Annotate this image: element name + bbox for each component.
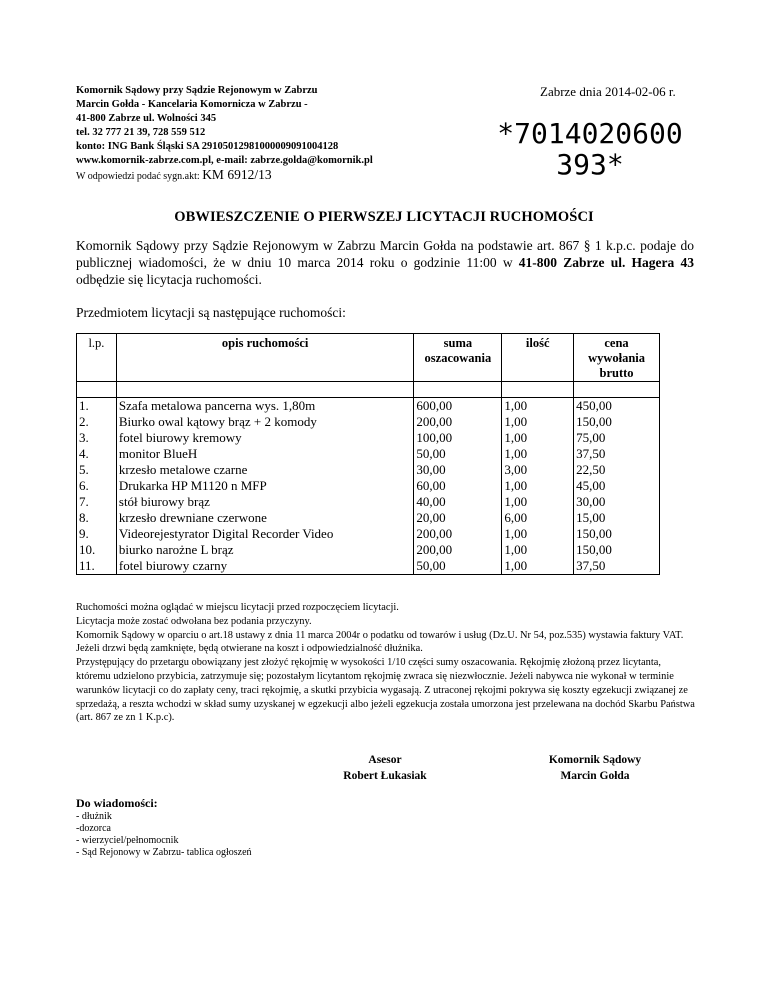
document-date: Zabrze dnia 2014-02-06 r.: [540, 84, 676, 99]
cell-lp: 10.: [77, 542, 117, 558]
cell-lp: 2.: [77, 414, 117, 430]
column-header-lp: l.p.: [77, 334, 117, 382]
distribution-title: Do wiadomości:: [76, 796, 158, 810]
table-row: [77, 478, 660, 494]
note-line: Ruchomości można oglądać w miejscu licytacji przed rozpoczęciem licytacji.: [76, 602, 399, 613]
letterhead-line: konto: ING Bank Śląski SA 29105012981000009091004128: [76, 141, 339, 152]
letterhead-line: www.komornik-zabrze.com.pl, e-mail: zabrze.golda@komornik.pl: [76, 155, 373, 166]
cell-lp: 6.: [77, 478, 117, 494]
cell-cena: 37,50: [574, 446, 660, 462]
cell-desc: Drukarka HP M1120 n MFP: [116, 478, 414, 494]
cell-cena: 37,50: [574, 558, 660, 575]
cell-ilosc: 1,00: [502, 558, 574, 575]
cell-ilosc: 1,00: [502, 446, 574, 462]
note-line: Komornik Sądowy w oparciu o art.18 ustawy z dnia 11 marca 2004r o podatku od towarów i usług (Dz.U. Nr 54, poz.535) wystawia faktury VAT.: [76, 629, 684, 641]
barcode-line: *7014020600: [497, 117, 683, 150]
cell-lp: 4.: [77, 446, 117, 462]
items-table: [76, 333, 660, 575]
auction-address: 41-800 Zabrze ul. Hagera 43: [518, 255, 694, 270]
cell-lp: 5.: [77, 462, 117, 478]
cell-desc: krzesło metalowe czarne: [116, 462, 414, 478]
letterhead-line: tel. 32 777 21 39, 728 559 512: [76, 127, 206, 138]
distribution-item: - wierzyciel/pełnomocnik: [76, 835, 179, 846]
cell-lp: 11.: [77, 558, 117, 575]
letterhead-line: Marcin Gołda - Kancelaria Komornicza w Zabrzu -: [76, 99, 308, 110]
case-reference-number: KM 6912/13: [202, 167, 272, 182]
signature-role: Asesor: [368, 754, 402, 766]
cell-suma: 100,00: [414, 430, 502, 446]
subject-line: Przedmiotem licytacji są następujące ruchomości:: [76, 305, 346, 320]
cell-suma: 20,00: [414, 510, 502, 526]
cell-ilosc: 1,00: [502, 430, 574, 446]
cell-cena: 150,00: [574, 414, 660, 430]
cell-cena: 150,00: [574, 526, 660, 542]
table-header-row: [77, 334, 660, 382]
signature-bailiff: [520, 752, 670, 784]
cell-cena: 450,00: [574, 398, 660, 415]
column-header-estimate: suma oszacowania: [414, 334, 502, 382]
bailiff-letterhead: [76, 84, 486, 184]
distribution-list: [76, 797, 252, 859]
cell-suma: 50,00: [414, 558, 502, 575]
signature-name: Marcin Gołda: [560, 770, 630, 782]
cell-cena: 22,50: [574, 462, 660, 478]
cell-desc: Biurko owal kątowy brąz + 2 komody: [116, 414, 414, 430]
cell-lp: 3.: [77, 430, 117, 446]
cell-ilosc: 3,00: [502, 462, 574, 478]
cell-cena: 75,00: [574, 430, 660, 446]
table-row: [77, 398, 660, 415]
cell-suma: 200,00: [414, 542, 502, 558]
cell-ilosc: 6,00: [502, 510, 574, 526]
case-reference: [76, 168, 486, 184]
cell-suma: 60,00: [414, 478, 502, 494]
table-spacer-row: [77, 382, 660, 398]
cell-ilosc: 1,00: [502, 494, 574, 510]
column-header-quantity: ilość: [502, 334, 574, 382]
cell-suma: 200,00: [414, 414, 502, 430]
table-row: [77, 542, 660, 558]
signature-name: Robert Łukasiak: [343, 770, 427, 782]
note-line: Licytacja może zostać odwołana bez podania przyczyny.: [76, 615, 312, 627]
cell-suma: 30,00: [414, 462, 502, 478]
cell-ilosc: 1,00: [502, 398, 574, 415]
cell-desc: fotel biurowy kremowy: [116, 430, 414, 446]
table-row: [77, 494, 660, 510]
cell-ilosc: 1,00: [502, 526, 574, 542]
table-row: [77, 510, 660, 526]
cell-lp: 8.: [77, 510, 117, 526]
cell-desc: Videorejestyrator Digital Recorder Video: [116, 526, 414, 542]
auction-notes: [76, 601, 698, 725]
cell-suma: 40,00: [414, 494, 502, 510]
table-row: [77, 526, 660, 542]
cell-ilosc: 1,00: [502, 478, 574, 494]
table-row: [77, 414, 660, 430]
intro-text-end: odbędzie się licytacja ruchomości.: [76, 272, 262, 287]
case-reference-label: W odpowiedzi podać sygn.akt:: [76, 171, 200, 182]
cell-cena: 15,00: [574, 510, 660, 526]
column-header-price: cena wywołania brutto: [574, 334, 660, 382]
signature-assessor: [310, 752, 460, 784]
cell-ilosc: 1,00: [502, 414, 574, 430]
barcode-line: 393*: [556, 148, 624, 181]
cell-suma: 50,00: [414, 446, 502, 462]
cell-suma: 600,00: [414, 398, 502, 415]
letterhead-line: 41-800 Zabrze ul. Wolności 345: [76, 113, 217, 124]
column-header-description: opis ruchomości: [116, 334, 414, 382]
cell-lp: 7.: [77, 494, 117, 510]
table-row: [77, 462, 660, 478]
cell-ilosc: 1,00: [502, 542, 574, 558]
cell-lp: 9.: [77, 526, 117, 542]
cell-cena: 30,00: [574, 494, 660, 510]
cell-cena: 45,00: [574, 478, 660, 494]
letterhead-line: Komornik Sądowy przy Sądzie Rejonowym w Zabrzu: [76, 85, 318, 96]
cell-desc: fotel biurowy czarny: [116, 558, 414, 575]
cell-desc: krzesło drewniane czerwone: [116, 510, 414, 526]
cell-desc: Szafa metalowa pancerna wys. 1,80m: [116, 398, 414, 415]
cell-desc: monitor BlueH: [116, 446, 414, 462]
distribution-item: - dłużnik: [76, 811, 112, 822]
document-title: OBWIESZCZENIE O PIERWSZEJ LICYTACJI RUCHOMOŚCI: [174, 209, 594, 225]
cell-cena: 150,00: [574, 542, 660, 558]
distribution-item: - Sąd Rejonowy w Zabrzu- tablica ogłoszeń: [76, 847, 252, 858]
distribution-item: -dozorca: [76, 823, 111, 834]
cell-suma: 200,00: [414, 526, 502, 542]
cell-lp: 1.: [77, 398, 117, 415]
note-line: Przystępujący do przetargu obowiązany jest złożyć rękojmię w wysokości 1/10 części sumy oszacowania. Rękojmię złożoną przez licytanta, któremu udzielono przybicia, zatrzymuje się; pozostałym licytantom rękojmię zwraca się niezwłocznie. Jeżeli nabywca nie wykonał w terminie warunków licytacji co do zapłaty ceny, traci rękojmię, a skutki przybicia wygasają. Z utraconej rękojmi pokrywa się koszty egzekucji związanej ze sprzedażą, a reszta wchodzi w skład sumy uzyskanej w egzekucji albo jeżeli egzekucja została umorzona jest przelewana na dochód Skarbu Państwa (art. 867 ze zn 1 K.p.c).: [76, 657, 695, 724]
intro-text: Komornik Sądowy przy Sądzie Rejonowym w Zabrzu Marcin Gołda na podstawie art. 867 § 1 k.p.c. podaje do publicznej wiadomości, że w dniu 10 marca 2014 roku o godzinie 11:00 w: [76, 238, 694, 270]
intro-paragraph: [76, 237, 694, 288]
barcode-text: [470, 118, 710, 180]
cell-desc: biurko narożne L brąz: [116, 542, 414, 558]
cell-desc: stół biurowy brąz: [116, 494, 414, 510]
table-row: [77, 558, 660, 575]
table-row: [77, 446, 660, 462]
note-line: Jeżeli drzwi będą zamknięte, będą otwierane na koszt i odpowiedzialność dłużnika.: [76, 643, 423, 655]
signature-role: Komornik Sądowy: [548, 754, 642, 766]
table-row: [77, 430, 660, 446]
